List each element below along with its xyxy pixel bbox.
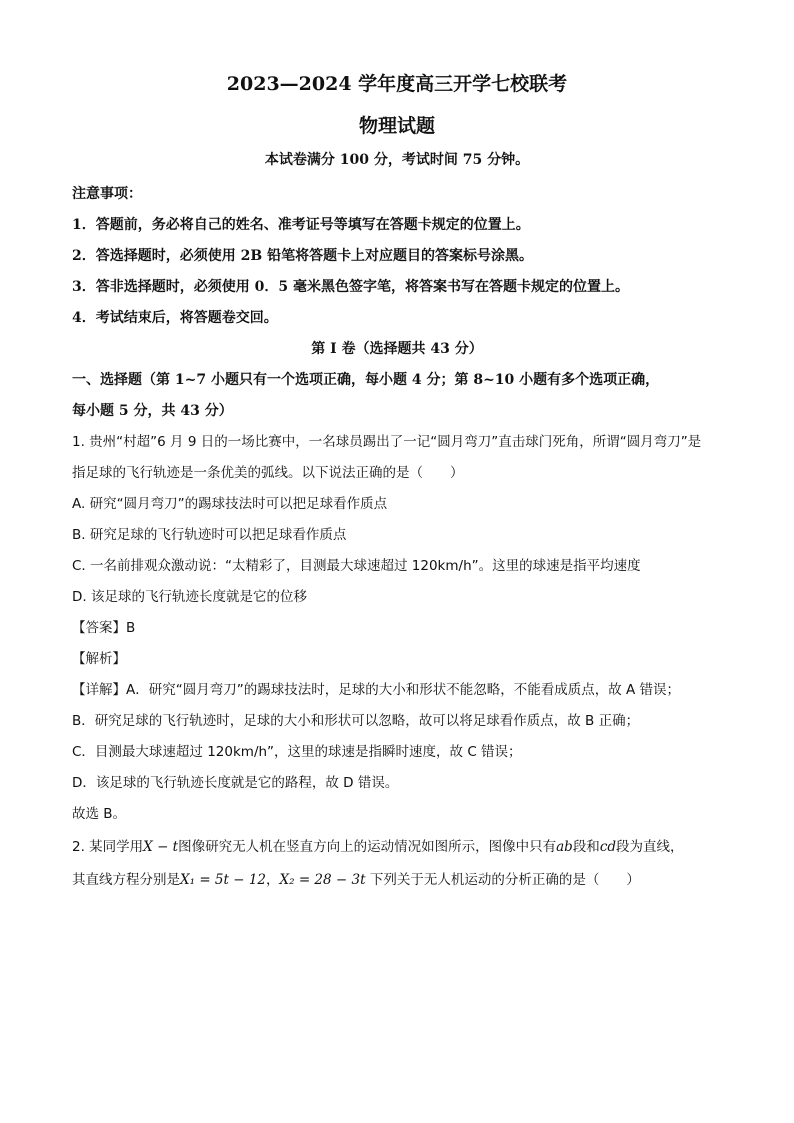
q2-line2-b: ，: [266, 872, 280, 888]
note-item-1: 1．答题前，务必将自己的姓名、准考证号等填写在答题卡规定的位置上。: [72, 217, 530, 233]
exam-title: 2023—2024 学年度高三开学七校联考: [226, 73, 568, 95]
q2-equation-1: X₁ = 5t − 12: [180, 872, 267, 888]
q1-stem-line1: 1. 贵州“村超”6 月 9 日的一场比赛中，一名球员踢出了一记“圆月弯刀”直击球门死角，所谓“圆月弯刀”是: [72, 434, 702, 450]
notes-heading: 注意事项：: [72, 186, 142, 202]
q1-stem-line2: 指足球的飞行轨迹是一条优美的弧线。以下说法正确的是（ ）: [72, 465, 464, 481]
section-heading: 第 I 卷（选择题共 43 分）: [311, 341, 483, 357]
q1-analysis-tag: 【解析】: [72, 651, 126, 667]
q1-analysis-d: D．该足球的飞行轨迹长度就是它的路程，故 D 错误。: [72, 775, 399, 791]
q2-math-cd: cd: [599, 839, 617, 855]
note-item-2: 2．答选择题时，必须使用 2B 铅笔将答题卡上对应题目的答案标号涂黑。: [72, 248, 534, 264]
q2-stem-line2: [72, 870, 640, 890]
q2-line2-c: 下列关于无人机运动的分析正确的是（ ）: [365, 872, 640, 888]
exam-info: 本试卷满分 100 分，考试时间 75 分钟。: [264, 152, 530, 168]
q2-math-ab: ab: [556, 839, 573, 855]
q2-equation-2: X₂ = 28 − 3t: [279, 872, 366, 888]
q1-analysis-b: B．研究足球的飞行轨迹时，足球的大小和形状可以忽略，故可以将足球看作质点，故 B 正确；: [72, 713, 640, 729]
q1-option-a: A. 研究“圆月弯刀”的踢球技法时可以把足球看作质点: [72, 496, 388, 512]
q2-stem-line1: [72, 837, 684, 857]
q2-text-a: 2. 某同学用: [72, 839, 144, 855]
q2-text-b: 图像研究无人机在竖直方向上的运动情况如图所示，图像中只有: [178, 839, 557, 855]
note-item-3: 3．答非选择题时，必须使用 0．5 毫米黑色签字笔，将答案书写在答题卡规定的位置上。: [72, 279, 629, 295]
note-item-4: 4．考试结束后，将答题卷交回。: [72, 310, 278, 326]
q2-line2-a: 其直线方程分别是: [72, 872, 180, 888]
q2-text-c: 段和: [572, 839, 600, 855]
q2-text-d: 段为直线，: [616, 839, 684, 855]
q1-option-d: D. 该足球的飞行轨迹长度就是它的位移: [72, 589, 307, 605]
q1-option-b: B. 研究足球的飞行轨迹时可以把足球看作质点: [72, 527, 347, 543]
q2-math-xt: X − t: [143, 839, 179, 855]
part-instructions-line1: 一、选择题（第 1~7 小题只有一个选项正确，每小题 4 分；第 8~10 小题有多个选项正确，: [72, 372, 660, 388]
q1-analysis-c: C．目测最大球速超过 120km/h”，这里的球速是指瞬时速度，故 C 错误；: [72, 744, 522, 760]
subject-title: 物理试题: [358, 115, 435, 137]
q1-answer: 【答案】B: [72, 620, 136, 636]
q1-option-c: C. 一名前排观众激动说：“太精彩了，目测最大球速超过 120km/h”。这里的球速是指平均速度: [72, 558, 641, 574]
q1-analysis-a: 【详解】A．研究“圆月弯刀”的踢球技法时，足球的大小和形状不能忽略，不能看成质点，故 A 错误；: [72, 682, 681, 698]
part-instructions-line2: 每小题 5 分，共 43 分）: [72, 403, 233, 419]
q1-conclusion: 故选 B。: [72, 806, 127, 822]
